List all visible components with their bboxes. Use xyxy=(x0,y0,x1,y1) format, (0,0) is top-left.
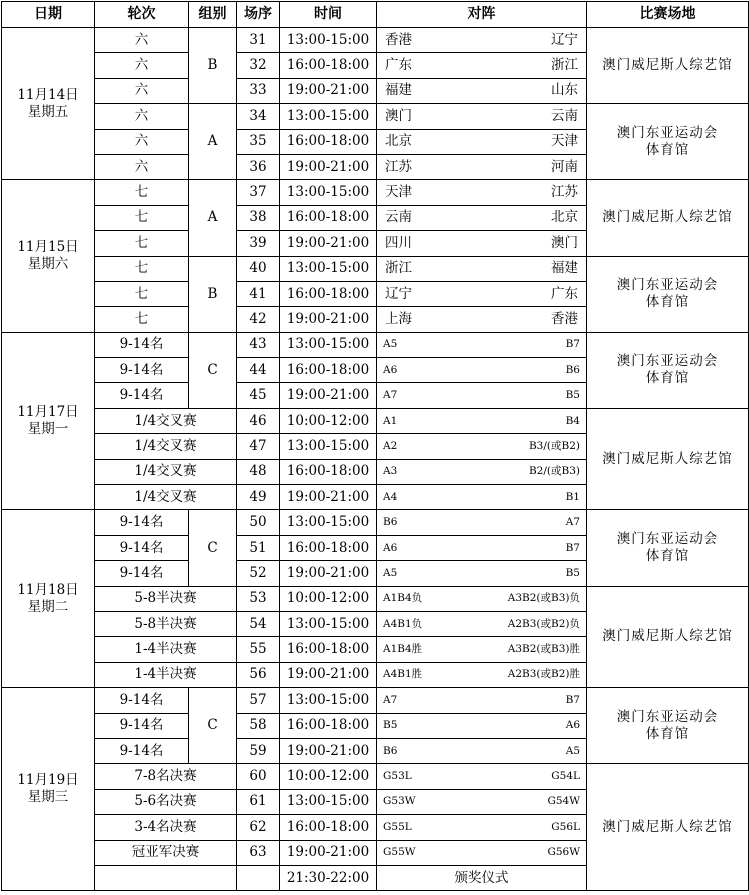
matchup-cell xyxy=(377,383,587,408)
matchup-cell xyxy=(377,256,587,281)
away-team: 天津 xyxy=(551,133,578,150)
away-team: 福建 xyxy=(551,260,578,277)
home-team: G53W xyxy=(383,795,416,808)
time-cell: 19:00-21:00 xyxy=(280,231,377,256)
match-no-cell: 34 xyxy=(237,104,280,129)
match-no-cell: 45 xyxy=(237,383,280,408)
round-cell: 六 xyxy=(95,129,189,154)
home-team: A4 xyxy=(383,490,398,503)
schedule-table xyxy=(1,1,749,891)
time-cell: 10:00-12:00 xyxy=(280,764,377,789)
match-no-cell: 62 xyxy=(237,815,280,840)
round-cell: 七 xyxy=(95,281,189,306)
table-row xyxy=(2,256,749,281)
match-no-cell: 43 xyxy=(237,332,280,357)
time-cell: 19:00-21:00 xyxy=(280,662,377,687)
date-text: 11月15日 xyxy=(17,239,79,256)
header-matchup: 对阵 xyxy=(377,2,587,28)
matchup-cell xyxy=(377,154,587,179)
match-no-cell: 63 xyxy=(237,840,280,865)
round-cell: 5-6名决赛 xyxy=(95,789,237,814)
venue-cell: 澳门威尼斯人综艺馆 xyxy=(587,586,749,688)
matchup-cell xyxy=(377,129,587,154)
matchup-cell xyxy=(377,434,587,459)
time-cell: 19:00-21:00 xyxy=(280,840,377,865)
round-cell: 1/4交叉赛 xyxy=(95,459,237,484)
round-cell: 七 xyxy=(95,307,189,332)
matchup-cell xyxy=(377,688,587,713)
matchup-cell xyxy=(377,611,587,636)
away-team: 辽宁 xyxy=(551,31,578,48)
matchup-cell xyxy=(377,485,587,510)
home-team: G53L xyxy=(383,770,412,783)
home-team: B5 xyxy=(383,719,398,732)
home-team: 澳门 xyxy=(385,107,412,124)
matchup-cell xyxy=(377,104,587,129)
away-team: 江苏 xyxy=(551,184,578,201)
away-team: G54L xyxy=(551,770,580,783)
away-team: B7 xyxy=(565,693,580,706)
match-no-cell: 56 xyxy=(237,662,280,687)
round-cell: 七 xyxy=(95,256,189,281)
home-team: A7 xyxy=(383,693,398,706)
round-cell: 9-14名 xyxy=(95,713,189,738)
home-team: 四川 xyxy=(385,234,412,251)
match-no-cell: 51 xyxy=(237,535,280,560)
venue-cell xyxy=(587,104,749,180)
matchup-cell xyxy=(377,459,587,484)
match-no-cell: 40 xyxy=(237,256,280,281)
matchup-cell xyxy=(377,307,587,332)
match-no-cell xyxy=(237,865,280,890)
round-cell: 六 xyxy=(95,28,189,53)
time-cell: 13:00-15:00 xyxy=(280,28,377,53)
date-text: 11月17日 xyxy=(17,404,79,421)
home-team: A1B4负 xyxy=(383,592,423,605)
match-no-cell: 46 xyxy=(237,408,280,433)
round-cell: 六 xyxy=(95,154,189,179)
match-no-cell: 61 xyxy=(237,789,280,814)
matchup-cell xyxy=(377,840,587,865)
home-team: A1B4胜 xyxy=(383,643,423,656)
away-team: A7 xyxy=(565,516,580,529)
ceremony-label-cell: 颁奖仪式 xyxy=(377,865,587,890)
time-cell: 13:00-15:00 xyxy=(280,510,377,535)
match-no-cell: 44 xyxy=(237,358,280,383)
venue-cell xyxy=(587,332,749,408)
header-match-no: 场序 xyxy=(237,2,280,28)
match-no-cell: 55 xyxy=(237,637,280,662)
time-cell: 16:00-18:00 xyxy=(280,281,377,306)
away-team: A2B3(或B2)负 xyxy=(507,617,580,630)
away-team: A6 xyxy=(565,719,580,732)
group-cell: B xyxy=(189,28,237,104)
matchup-cell xyxy=(377,78,587,103)
round-cell: 七 xyxy=(95,205,189,230)
header-group: 组别 xyxy=(189,2,237,28)
matchup-cell xyxy=(377,738,587,763)
away-team: A2B3(或B2)胜 xyxy=(507,668,580,681)
match-no-cell: 37 xyxy=(237,180,280,205)
venue-cell xyxy=(587,510,749,586)
round-cell: 9-14名 xyxy=(95,332,189,357)
matchup-cell xyxy=(377,789,587,814)
away-team: G54W xyxy=(547,795,580,808)
matchup-cell xyxy=(377,28,587,53)
venue-line-2: 体育馆 xyxy=(645,141,690,158)
round-cell: 9-14名 xyxy=(95,358,189,383)
home-team: 广东 xyxy=(385,57,412,74)
match-no-cell: 41 xyxy=(237,281,280,306)
venue-line-2: 体育馆 xyxy=(645,294,690,311)
group-cell: A xyxy=(189,104,237,180)
time-cell: 19:00-21:00 xyxy=(280,307,377,332)
group-cell: B xyxy=(189,256,237,332)
match-no-cell: 53 xyxy=(237,586,280,611)
away-team: 云南 xyxy=(551,107,578,124)
round-cell: 七 xyxy=(95,231,189,256)
venue-cell: 澳门威尼斯人综艺馆 xyxy=(587,28,749,104)
match-no-cell: 39 xyxy=(237,231,280,256)
matchup-cell xyxy=(377,281,587,306)
time-cell: 16:00-18:00 xyxy=(280,535,377,560)
round-cell: 1/4交叉赛 xyxy=(95,434,237,459)
home-team: 浙江 xyxy=(385,260,412,277)
table-row xyxy=(2,688,749,713)
group-cell: C xyxy=(189,688,237,764)
home-team: A6 xyxy=(383,363,398,376)
home-team: G55L xyxy=(383,820,412,833)
away-team: A3B2(或B3)胜 xyxy=(507,643,580,656)
away-team: B5 xyxy=(565,389,580,402)
match-no-cell: 48 xyxy=(237,459,280,484)
table-row xyxy=(2,28,749,53)
away-team: A5 xyxy=(565,744,580,757)
round-cell: 9-14名 xyxy=(95,535,189,560)
home-team: A6 xyxy=(383,541,398,554)
date-cell xyxy=(2,510,95,688)
date-text: 11月19日 xyxy=(17,772,79,789)
home-team: 辽宁 xyxy=(385,285,412,302)
time-cell: 13:00-15:00 xyxy=(280,256,377,281)
time-cell: 16:00-18:00 xyxy=(280,53,377,78)
home-team: A3 xyxy=(383,465,398,478)
matchup-cell xyxy=(377,231,587,256)
round-cell: 1-4半决赛 xyxy=(95,637,237,662)
home-team: A1 xyxy=(383,414,398,427)
away-team: G56L xyxy=(551,820,580,833)
home-team: A4B1胜 xyxy=(383,668,423,681)
time-cell: 16:00-18:00 xyxy=(280,713,377,738)
matchup-cell xyxy=(377,662,587,687)
date-cell xyxy=(2,180,95,332)
home-team: A7 xyxy=(383,389,398,402)
time-cell: 13:00-15:00 xyxy=(280,332,377,357)
away-team: 北京 xyxy=(551,209,578,226)
venue-cell: 澳门威尼斯人综艺馆 xyxy=(587,180,749,256)
round-cell: 9-14名 xyxy=(95,383,189,408)
matchup-cell xyxy=(377,180,587,205)
away-team: B2/(或B3) xyxy=(528,465,580,478)
matchup-cell xyxy=(377,510,587,535)
round-cell: 9-14名 xyxy=(95,510,189,535)
header-time: 时间 xyxy=(280,2,377,28)
matchup-cell xyxy=(377,408,587,433)
match-no-cell: 36 xyxy=(237,154,280,179)
matchup-cell xyxy=(377,205,587,230)
venue-cell: 澳门威尼斯人综艺馆 xyxy=(587,764,749,891)
match-no-cell: 59 xyxy=(237,738,280,763)
home-team: G55W xyxy=(383,846,416,859)
venue-line-1: 澳门东亚运动会 xyxy=(616,277,719,294)
away-team: B4 xyxy=(565,414,580,427)
away-team: 河南 xyxy=(551,158,578,175)
round-cell: 六 xyxy=(95,78,189,103)
home-team: 江苏 xyxy=(385,158,412,175)
matchup-cell xyxy=(377,535,587,560)
matchup-cell xyxy=(377,637,587,662)
venue-line-2: 体育馆 xyxy=(645,370,690,387)
home-team: 北京 xyxy=(385,133,412,150)
away-team: A3B2(或B3)负 xyxy=(507,592,580,605)
round-cell: 9-14名 xyxy=(95,738,189,763)
table-row xyxy=(2,104,749,129)
time-cell: 16:00-18:00 xyxy=(280,205,377,230)
home-team: A4B1负 xyxy=(383,617,423,630)
weekday-text: 星期二 xyxy=(27,598,69,615)
venue-line-2: 体育馆 xyxy=(645,725,690,742)
date-text: 11月18日 xyxy=(17,581,79,598)
home-team: 云南 xyxy=(385,209,412,226)
round-cell: 7-8名决赛 xyxy=(95,764,237,789)
away-team: B6 xyxy=(565,363,580,376)
matchup-cell xyxy=(377,332,587,357)
time-cell: 19:00-21:00 xyxy=(280,383,377,408)
table-row xyxy=(2,586,749,611)
away-team: B7 xyxy=(565,541,580,554)
away-team: 香港 xyxy=(551,310,578,327)
date-cell xyxy=(2,688,95,891)
match-no-cell: 54 xyxy=(237,611,280,636)
home-team: 香港 xyxy=(385,31,412,48)
venue-line-1: 澳门东亚运动会 xyxy=(616,353,719,370)
time-cell: 16:00-18:00 xyxy=(280,637,377,662)
weekday-text: 星期一 xyxy=(27,421,69,438)
match-no-cell: 50 xyxy=(237,510,280,535)
group-cell: C xyxy=(189,510,237,586)
home-team: 上海 xyxy=(385,310,412,327)
ceremony-time-cell: 21:30-22:00 xyxy=(280,865,377,890)
match-no-cell: 32 xyxy=(237,53,280,78)
weekday-text: 星期三 xyxy=(27,789,69,806)
match-no-cell: 58 xyxy=(237,713,280,738)
round-cell: 9-14名 xyxy=(95,561,189,586)
group-cell: A xyxy=(189,180,237,256)
weekday-text: 星期五 xyxy=(27,103,69,120)
matchup-cell xyxy=(377,53,587,78)
round-cell: 1-4半决赛 xyxy=(95,662,237,687)
round-cell: 六 xyxy=(95,104,189,129)
time-cell: 19:00-21:00 xyxy=(280,78,377,103)
home-team: 福建 xyxy=(385,82,412,99)
round-cell: 9-14名 xyxy=(95,688,189,713)
matchup-cell xyxy=(377,713,587,738)
time-cell: 19:00-21:00 xyxy=(280,154,377,179)
venue-cell xyxy=(587,256,749,332)
date-text: 11月14日 xyxy=(17,86,79,103)
home-team: A5 xyxy=(383,338,398,351)
table-row xyxy=(2,764,749,789)
table-row xyxy=(2,332,749,357)
time-cell: 19:00-21:00 xyxy=(280,561,377,586)
away-team: 浙江 xyxy=(551,57,578,74)
time-cell: 10:00-12:00 xyxy=(280,408,377,433)
match-no-cell: 38 xyxy=(237,205,280,230)
round-cell xyxy=(95,865,237,890)
away-team: B3/(或B2) xyxy=(528,439,580,452)
time-cell: 13:00-15:00 xyxy=(280,180,377,205)
away-team: 广东 xyxy=(551,285,578,302)
home-team: A2 xyxy=(383,439,398,452)
away-team: 澳门 xyxy=(551,234,578,251)
date-cell xyxy=(2,332,95,510)
time-cell: 13:00-15:00 xyxy=(280,104,377,129)
matchup-cell xyxy=(377,586,587,611)
time-cell: 13:00-15:00 xyxy=(280,789,377,814)
round-cell: 七 xyxy=(95,180,189,205)
match-no-cell: 35 xyxy=(237,129,280,154)
away-team: 山东 xyxy=(551,82,578,99)
round-cell: 5-8半决赛 xyxy=(95,611,237,636)
matchup-cell xyxy=(377,561,587,586)
home-team: 天津 xyxy=(385,184,412,201)
match-no-cell: 57 xyxy=(237,688,280,713)
match-no-cell: 47 xyxy=(237,434,280,459)
table-row xyxy=(2,180,749,205)
time-cell: 13:00-15:00 xyxy=(280,611,377,636)
venue-cell xyxy=(587,688,749,764)
round-cell: 3-4名决赛 xyxy=(95,815,237,840)
home-team: B6 xyxy=(383,516,398,529)
away-team: B7 xyxy=(565,338,580,351)
table-row xyxy=(2,510,749,535)
venue-line-1: 澳门东亚运动会 xyxy=(616,124,719,141)
venue-cell: 澳门威尼斯人综艺馆 xyxy=(587,408,749,510)
venue-line-1: 澳门东亚运动会 xyxy=(616,531,719,547)
time-cell: 10:00-12:00 xyxy=(280,586,377,611)
away-team: G56W xyxy=(547,846,580,859)
header-date: 日期 xyxy=(2,2,95,28)
time-cell: 16:00-18:00 xyxy=(280,358,377,383)
time-cell: 19:00-21:00 xyxy=(280,485,377,510)
time-cell: 13:00-15:00 xyxy=(280,434,377,459)
header-round: 轮次 xyxy=(95,2,189,28)
venue-line-1: 澳门东亚运动会 xyxy=(616,708,719,725)
round-cell: 1/4交叉赛 xyxy=(95,485,237,510)
away-team: B5 xyxy=(565,566,580,579)
round-cell: 1/4交叉赛 xyxy=(95,408,237,433)
weekday-text: 星期六 xyxy=(27,256,69,273)
match-no-cell: 52 xyxy=(237,561,280,586)
matchup-cell xyxy=(377,815,587,840)
table-row xyxy=(2,408,749,433)
round-cell: 冠亚军决赛 xyxy=(95,840,237,865)
time-cell: 19:00-21:00 xyxy=(280,738,377,763)
venue-line-2: 体育馆 xyxy=(645,548,690,564)
round-cell: 六 xyxy=(95,53,189,78)
match-no-cell: 42 xyxy=(237,307,280,332)
home-team: B6 xyxy=(383,744,398,757)
match-no-cell: 60 xyxy=(237,764,280,789)
away-team: B1 xyxy=(565,490,580,503)
match-no-cell: 49 xyxy=(237,485,280,510)
home-team: A5 xyxy=(383,566,398,579)
header-venue: 比赛场地 xyxy=(587,2,749,28)
time-cell: 13:00-15:00 xyxy=(280,688,377,713)
matchup-cell xyxy=(377,764,587,789)
date-cell xyxy=(2,28,95,180)
group-cell: C xyxy=(189,332,237,408)
round-cell: 5-8半决赛 xyxy=(95,586,237,611)
match-no-cell: 31 xyxy=(237,28,280,53)
header-row xyxy=(2,2,749,28)
time-cell: 16:00-18:00 xyxy=(280,815,377,840)
match-no-cell: 33 xyxy=(237,78,280,103)
time-cell: 16:00-18:00 xyxy=(280,129,377,154)
matchup-cell xyxy=(377,358,587,383)
time-cell: 16:00-18:00 xyxy=(280,459,377,484)
